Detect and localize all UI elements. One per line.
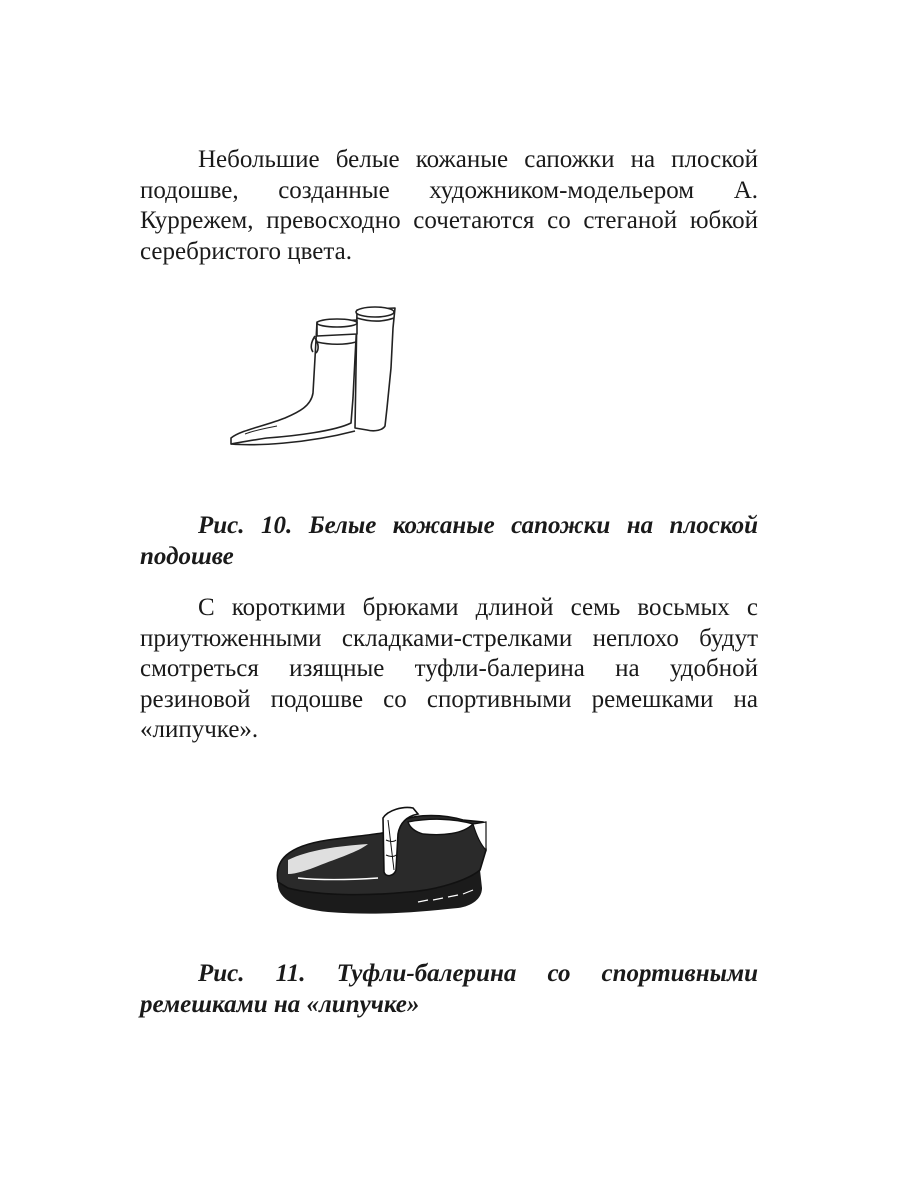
paragraph-1: [140, 145, 758, 267]
shoe-drawing: [268, 800, 498, 925]
figure-10-caption-text: Рис. 10. Белые кожаные сапожки на плоской подошве: [140, 512, 758, 570]
boots-drawing: [215, 298, 415, 458]
shoe-illustration: [268, 800, 498, 925]
paragraph-2: [140, 593, 758, 746]
figure-11-caption: [140, 958, 758, 1020]
paragraph-1-text: Небольшие белые кожаные сапожки на плоской подошве, созданные художником-модельером А. Куррежем, превосходно сочетаются со стеганой юбкой серебристого цвета.: [140, 146, 758, 265]
paragraph-2-text: С короткими брюками длиной семь восьмых с приутюженными складками-стрелками неплохо будут смотреться изящные туфли-балерина на удобной резиновой подошве со спортивными ремешками на «липучке».: [140, 594, 758, 743]
boots-illustration: [215, 298, 415, 458]
figure-11-caption-text: Рис. 11. Туфли-балерина со спортивными ремешками на «липучке»: [140, 960, 758, 1018]
figure-10-caption: [140, 510, 758, 572]
